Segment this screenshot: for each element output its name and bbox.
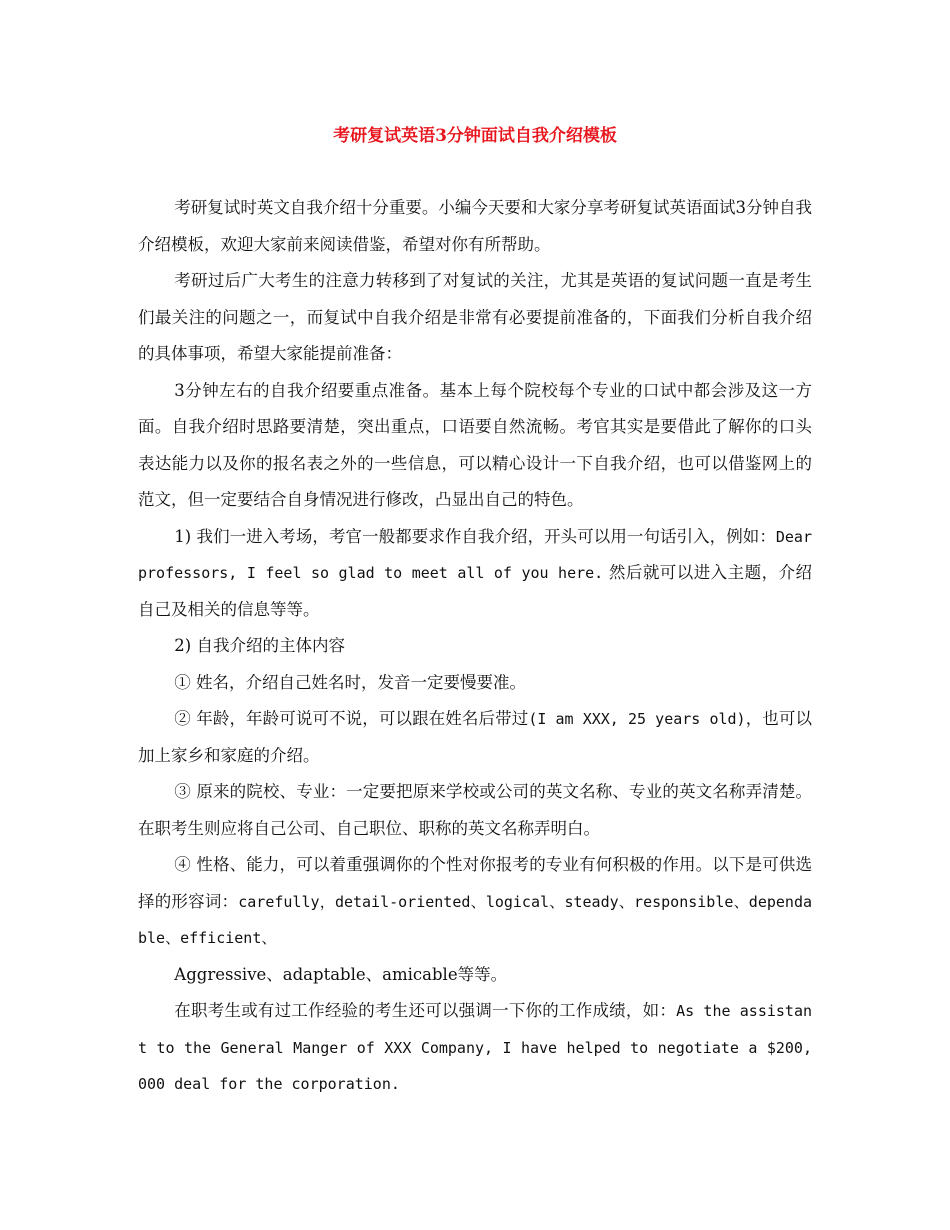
paragraph-intro: 考研复试时英文自我介绍十分重要。小编今天要和大家分享考研复试英语面试3分钟自我介绍模板，欢迎大家前来阅读借鉴，希望对你有所帮助。 [138,198,812,254]
list-item-name: ① 姓名，介绍自己姓名时，发音一定要慢要准。 [174,672,527,692]
list-item-age [138,701,812,774]
paragraph-main-content: 2) 自我介绍的主体内容 [174,636,345,655]
list-item-school: ③ 原来的院校、专业：一定要把原来学校或公司的英文名称、专业的英文名称弄清楚。在职考生则应将自己公司、自己职位、职称的英文名称弄明白。 [138,782,812,838]
adjectives-list-continued: Aggressive、adaptable、amicable等等。 [174,964,508,984]
personality-text: ④ 性格、能力，可以着重强调你的个性对你报考的专业有何积极的作用。以下是可供选择的形容词： [138,855,812,911]
paragraph-background: 考研过后广大考生的注意力转移到了对复试的关注，尤其是英语的复试问题一直是考生们最关注的问题之一，而复试中自我介绍是非常有必要提前准备的，下面我们分析自我介绍的具体事项，希望大家能提前准备： [138,271,812,363]
work-text: 在职考生或有过工作经验的考生还可以强调一下你的工作成绩，如： [174,1001,677,1020]
paragraph-preparation: 3分钟左右的自我介绍要重点准备。基本上每个院校每个专业的口试中都会涉及这一方面。自我介绍时思路要清楚，突出重点，口语要自然流畅。考官其实是要借此了解你的口头表达能力以及你的报名表之外的一些信息，可以精心设计一下自我介绍，也可以借鉴网上的范文，但一定要结合自身情况进行修改，凸显出自己的特色。 [138,380,812,509]
work-english-example: As the assistant to the General Manger of XXX Company, I have helped to negotiate a $200,000 deal for the corporation. [138,1002,813,1093]
document-body [138,190,812,1103]
document-title: 考研复试英语3分钟面试自我介绍模板 [333,126,617,146]
opening-text: 1) 我们一进入考场，考官一般都要求作自我介绍，开头可以用一句话引入，例如： [174,526,776,546]
age-english-example: (I am XXX, 25 years old) [528,710,746,728]
opening-text-end: 然后就可以进入主题，介绍自己及相关的信息等等。 [138,563,812,619]
list-item-personality [138,847,812,957]
age-text: ② 年龄，年龄可说可不说，可以跟在姓名后带过 [174,709,529,728]
adjectives-list: carefully，detail-oriented、logical、steady、responsible、dependable、efficient、 [138,892,813,947]
age-text-end: ，也可以加上家乡和家庭的介绍。 [138,709,813,765]
paragraph-opening [138,519,812,629]
paragraph-work-achievement [138,993,812,1103]
opening-english-example: Dear professors, I feel so glad to meet all of you here. [138,527,812,582]
